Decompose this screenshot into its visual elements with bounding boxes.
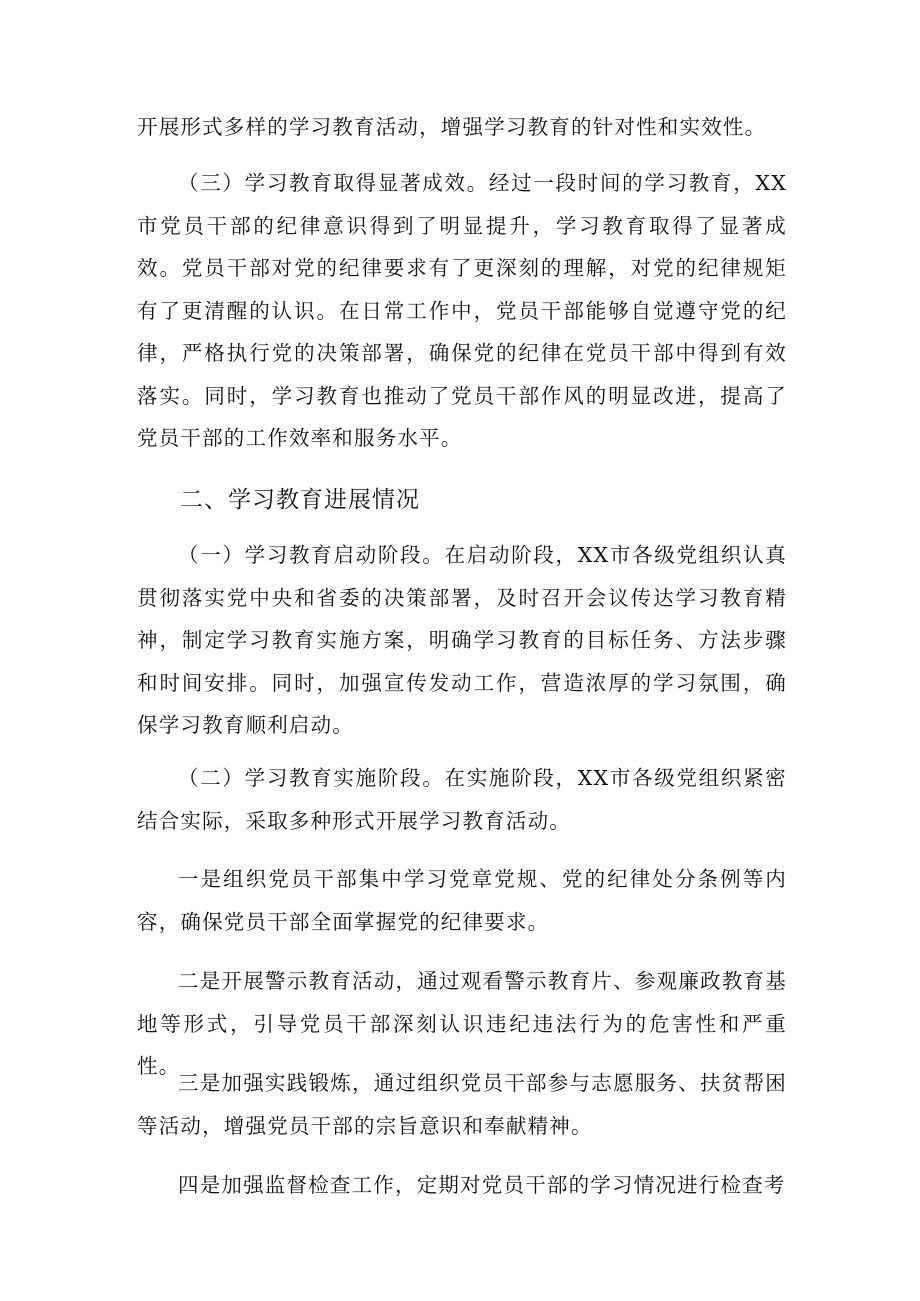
paragraph-item-three: 三是加强实践锻炼，通过组织党员干部参与志愿服务、扶贫帮困等活动，增强党员干部的宗旨意识和奉献精神。 [137, 1071, 787, 1138]
section-heading: 二、学习教育进展情况 [180, 487, 420, 513]
paragraph-achievements: （三）学习教育取得显著成效。经过一段时间的学习教育，XX市党员干部的纪律意识得到了明显提升，学习教育取得了显著成效。党员干部对党的纪律要求有了更深刻的理解，对党的纪律规矩有了更清醒的认识。在日常工作中，党员干部能够自觉遵守党的纪律，严格执行党的决策部署，确保党的纪律在党员干部中得到有效落实。同时，学习教育也推动了党员干部作风的明显改进，提高了党员干部的工作效率和服务水平。 [137, 171, 787, 450]
paragraph-continuation: 开展形式多样的学习教育活动，增强学习教育的针对性和实效性。 [137, 115, 767, 139]
paragraph-item-one: 一是组织党员干部集中学习党章党规、党的纪律处分条例等内容，确保党员干部全面掌握党的纪律要求。 [137, 867, 787, 934]
paragraph-item-four: 四是加强监督检查工作，定期对党员干部的学习情况进行检查考 [178, 1173, 786, 1197]
paragraph-item-two: 二是开展警示教育活动，通过观看警示教育片、参观廉政教育基地等形式，引导党员干部深刻认识违纪违法行为的危害性和严重性。 [137, 969, 787, 1078]
paragraph-implementation-stage: （二）学习教育实施阶段。在实施阶段，XX市各级党组织紧密结合实际，采取多种形式开展学习教育活动。 [137, 766, 787, 833]
paragraph-launch-stage: （一）学习教育启动阶段。在启动阶段，XX市各级党组织认真贯彻落实党中央和省委的决策部署，及时召开会议传达学习教育精神，制定学习教育实施方案，明确学习教育的目标任务、方法步骤和时间安排。同时，加强宣传发动工作，营造浓厚的学习氛围，确保学习教育顺利启动。 [137, 543, 787, 737]
